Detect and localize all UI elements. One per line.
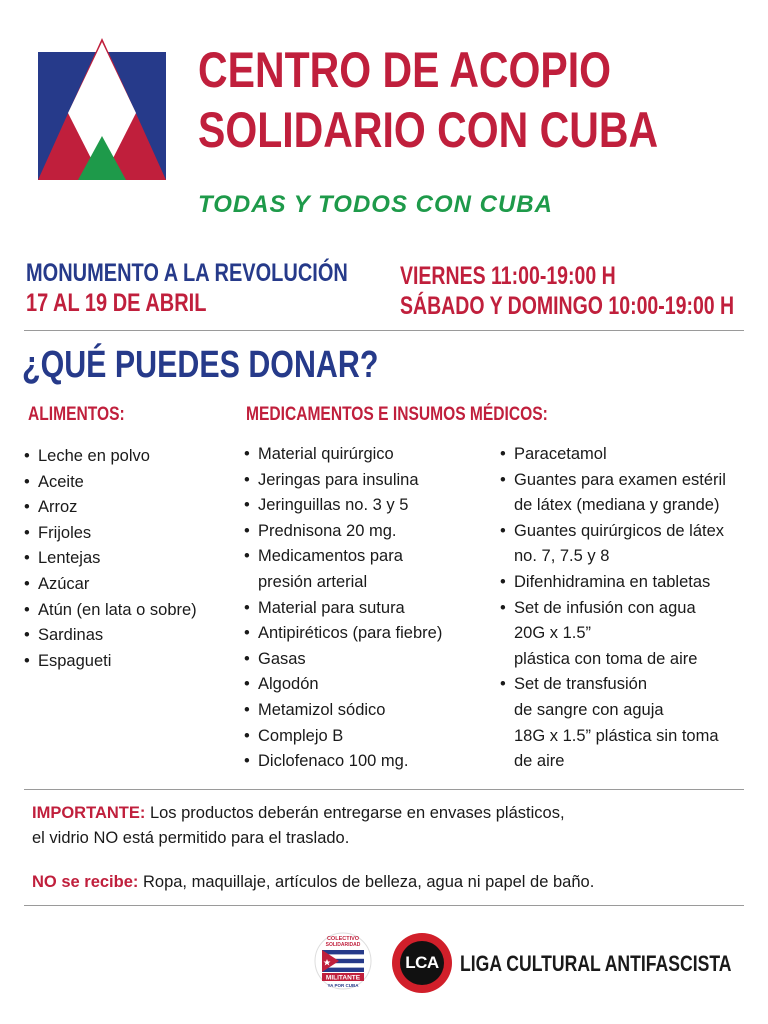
medical-list-col1 [244, 442, 442, 775]
cuba-flag-logo [38, 38, 166, 180]
donate-heading: ¿QUÉ PUEDES DONAR? [22, 344, 379, 386]
list-item: • Lentejas [24, 546, 197, 572]
divider [24, 905, 744, 906]
list-item: • Prednisona 20 mg. [244, 519, 442, 545]
divider [24, 330, 744, 331]
list-item: • Jeringuillas no. 3 y 5 [244, 493, 442, 519]
lca-abbr: LCA [400, 941, 444, 985]
list-item: • Leche en polvo [24, 444, 197, 470]
list-item: • Jeringas para insulina [244, 468, 442, 494]
list-item: plástica con toma de aire [514, 649, 698, 668]
hours-weekend: SÁBADO Y DOMINGO 10:00-19:00 H [400, 292, 735, 320]
list-item: • Frijoles [24, 521, 197, 547]
hours-weekday: VIERNES 11:00-19:00 H [400, 262, 616, 290]
list-item: • Material quirúrgico [244, 442, 442, 468]
list-item: • Arroz [24, 495, 197, 521]
org1-main: MILITANTE [325, 974, 361, 982]
list-item: • Metamizol sódico [244, 698, 442, 724]
org1-arc-top2: SOLIDARIDAD [325, 942, 361, 948]
list-item: • Guantes quirúrgicos de látex [500, 519, 726, 545]
list-item: • Diclofenaco 100 mg. [244, 749, 442, 775]
list-item: • Set de infusión con agua [500, 596, 726, 622]
slogan: TODAS Y TODOS CON CUBA [198, 191, 553, 218]
list-item: de sangre con aguja [514, 700, 664, 719]
important-note: IMPORTANTE: Los productos deberán entregarse en envases plásticos, el vidrio NO está permitido para el traslado. [32, 804, 565, 847]
list-item: de aire [514, 752, 565, 771]
org1-sub: YA POR CUBA [327, 983, 359, 988]
event-venue [26, 258, 348, 318]
venue-place: MONUMENTO A LA REVOLUCIÓN [26, 259, 348, 287]
food-heading: ALIMENTOS: [28, 404, 125, 425]
list-item: • Difenhidramina en tabletas [500, 570, 726, 596]
list-item: • Gasas [244, 647, 442, 673]
list-item: • Medicamentos para [244, 544, 442, 570]
lca-name: LIGA CULTURAL ANTIFASCISTA [460, 951, 732, 976]
list-item: • Guantes para examen estéril [500, 468, 726, 494]
divider [24, 789, 744, 790]
list-item: 20G x 1.5” [514, 624, 592, 643]
list-item: • Complejo B [244, 724, 442, 750]
medical-list-col2 [500, 442, 726, 775]
list-item: • Azúcar [24, 572, 197, 598]
list-item: • Antipiréticos (para fiebre) [244, 621, 442, 647]
list-item: de látex (mediana y grande) [514, 496, 720, 515]
list-item: • Algodón [244, 672, 442, 698]
food-list [24, 444, 197, 674]
list-item: • Sardinas [24, 623, 197, 649]
important-label: IMPORTANTE: [32, 804, 146, 822]
list-item: • Aceite [24, 470, 197, 496]
list-item: 18G x 1.5” plástica sin toma [514, 726, 719, 745]
list-item: • Paracetamol [500, 442, 726, 468]
list-item: • Atún (en lata o sobre) [24, 598, 197, 624]
list-item: no. 7, 7.5 y 8 [514, 547, 610, 566]
colectivo-solidaridad-logo [312, 932, 374, 990]
list-item: presión arterial [258, 572, 368, 591]
org1-arc-top: COLECTIVO [326, 936, 360, 942]
venue-dates: 17 AL 19 DE ABRIL [26, 289, 207, 317]
medical-heading: MEDICAMENTOS E INSUMOS MÉDICOS: [246, 404, 548, 425]
event-hours [400, 261, 734, 321]
list-item: • Espagueti [24, 649, 197, 675]
not-received-label: NO se recibe: [32, 873, 139, 891]
list-item: • Material para sutura [244, 596, 442, 622]
lca-logo [392, 933, 452, 993]
page-title: CENTRO DE ACOPIO SOLIDARIO CON CUBA [198, 42, 659, 158]
list-item: • Set de transfusión [500, 672, 726, 698]
not-received-note: NO se recibe: Ropa, maquillaje, artículos de belleza, agua ni papel de baño. [32, 873, 595, 891]
